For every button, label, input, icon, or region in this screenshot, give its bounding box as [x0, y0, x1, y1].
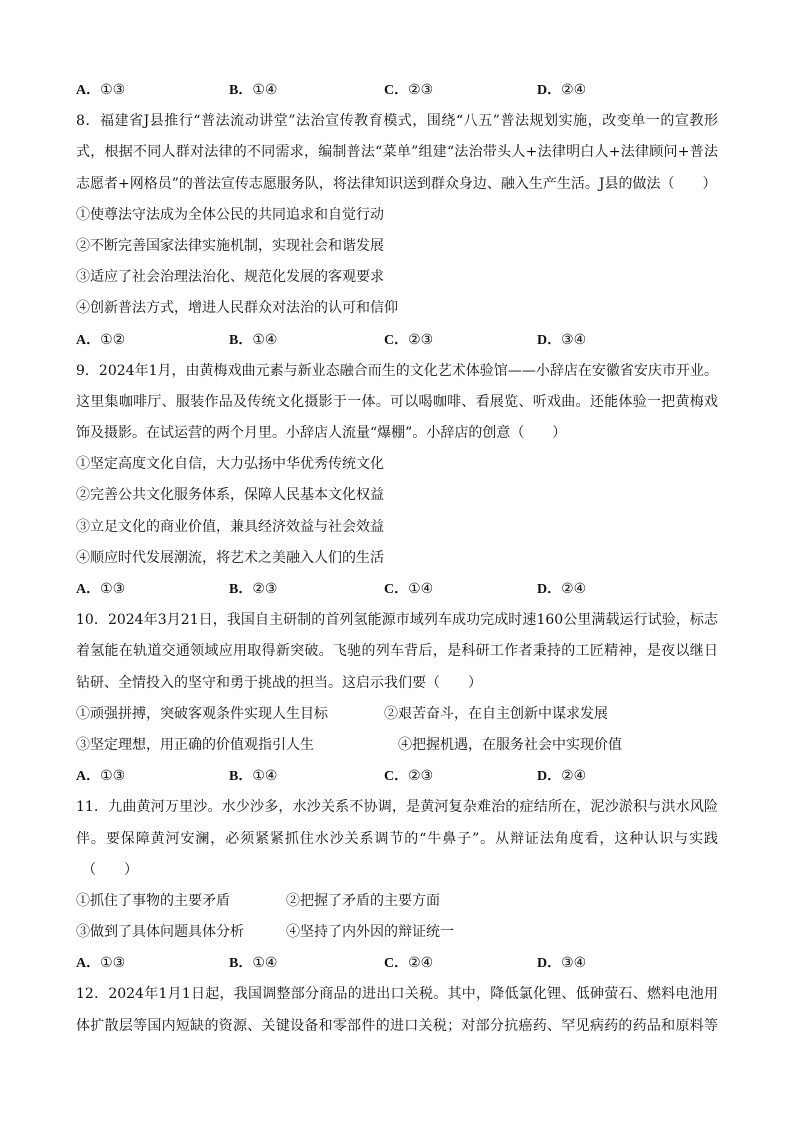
q10-statement: ④把握机遇，在服务社会中实现价值	[398, 736, 622, 753]
q9-statement: ②完善公共文化服务体系，保障人民基本文化权益	[76, 487, 384, 504]
q10-statement-row	[76, 699, 718, 730]
option-value: ①④	[252, 955, 278, 972]
option-label: D．	[537, 332, 562, 348]
q8-option-d	[537, 325, 586, 356]
q11-options	[76, 948, 718, 979]
option-value: ①③	[100, 82, 126, 98]
option-label: A．	[76, 956, 101, 972]
option-label: A．	[76, 769, 101, 785]
q10-statement: ②艰苦奋斗，在自主创新中谋求发展	[384, 705, 608, 722]
q11-option-c	[384, 948, 537, 979]
q9-stem-line: 饰及摄影。在试运营的两个月里。小辞店人流量“爆棚”。小辞店的创意（ ）	[76, 425, 567, 442]
q11-stem-line: 11．九曲黄河万里沙。水少沙多，水沙关系不协调，是黄河复杂难治的症结所在，泥沙淤积与洪水风险	[76, 799, 718, 816]
q8-option-c	[384, 325, 537, 356]
option-value: ②④	[561, 82, 587, 98]
q11-statement: ②把握了矛盾的主要方面	[286, 892, 440, 909]
option-label: C．	[384, 956, 409, 972]
q7-option-c	[384, 75, 537, 106]
option-value: ②③	[408, 768, 434, 785]
q9-options	[76, 574, 718, 605]
option-label: D．	[537, 83, 562, 98]
option-value: ①③	[100, 581, 126, 597]
q11-option-b	[229, 948, 384, 979]
option-label: B．	[229, 332, 253, 348]
option-label: D．	[537, 582, 562, 597]
page-content	[76, 75, 718, 1042]
q10-option-b	[229, 761, 384, 792]
q10-option-a	[76, 761, 229, 792]
q12-stem-line: 12．2024年1月1日起，我国调整部分商品的进出口关税。其中，降低氯化锂、低砷萤石、燃料电池用	[76, 986, 718, 1003]
q9-statement: ④顺应时代发展潮流，将艺术之美融入人们的生活	[76, 549, 384, 566]
option-value: ①③	[100, 955, 126, 972]
option-value: ③④	[561, 331, 587, 348]
q10-stem-line: 着氢能在轨道交通领域应用取得新突破。飞驰的列车背后，是科研工作者秉持的工匠精神，是夜以继日	[76, 643, 718, 660]
q10-statement: ③坚定理想，用正确的价值观指引人生	[76, 736, 314, 753]
q9-option-c	[384, 574, 537, 605]
q8-option-b	[229, 325, 384, 356]
option-label: C．	[384, 769, 409, 785]
option-label: B．	[229, 83, 253, 98]
option-value: ③④	[561, 955, 587, 972]
option-value: ①④	[252, 768, 278, 785]
option-label: A．	[76, 582, 101, 597]
option-value: ①④	[252, 331, 278, 348]
option-value: ①②	[100, 331, 126, 348]
q11-statement: ①抓住了事物的主要矛盾	[76, 892, 230, 909]
option-label: D．	[537, 956, 562, 972]
q8-statement: ①使尊法守法成为全体公民的共同追求和自觉行动	[76, 206, 384, 223]
q9-stem-line: 这里集咖啡厅、服装作品及传统文化摄影于一体。可以喝咖啡、看展览、听戏曲。还能体验一把黄梅戏	[76, 393, 718, 410]
q7-option-d	[537, 75, 586, 106]
q11-stem-line: （ ）	[82, 861, 138, 878]
option-value: ①③	[100, 768, 126, 785]
q7-option-a	[76, 75, 229, 106]
q11-option-d	[537, 948, 586, 979]
q10-stem-line: 钻研、全情投入的坚守和勇于挑战的担当。这启示我们要（ ）	[76, 674, 482, 691]
option-value: ②④	[561, 768, 587, 785]
option-value: ②③	[408, 82, 434, 98]
option-label: B．	[229, 769, 253, 785]
q11-statement: ④坚持了内外因的辩证统一	[286, 924, 454, 941]
q8-options	[76, 325, 718, 356]
q10-statement: ①顽强拼搏，突破客观条件实现人生目标	[76, 705, 328, 722]
q9-option-b	[229, 574, 384, 605]
q10-option-c	[384, 761, 537, 792]
q8-statement: ④创新普法方式，增进人民群众对法治的认可和信仰	[76, 300, 398, 317]
q7-option-b	[229, 75, 384, 106]
option-value: ②③	[252, 581, 278, 597]
q8-statement: ②不断完善国家法律实施机制，实现社会和谐发展	[76, 237, 384, 254]
option-label: B．	[229, 956, 253, 972]
q11-option-a	[76, 948, 229, 979]
option-label: C．	[384, 582, 409, 597]
q8-statement: ③适应了社会治理法治化、规范化发展的客观要求	[76, 269, 384, 286]
option-value: ②④	[408, 955, 434, 972]
option-label: B．	[229, 582, 253, 597]
q9-statement: ③立足文化的商业价值，兼具经济效益与社会效益	[76, 518, 384, 535]
option-value: ①④	[408, 581, 434, 597]
q11-stem-line: 伴。要保障黄河安澜，必须紧紧抓住水沙关系调节的“牛鼻子”。从辩证法角度看，这种认识与实践	[76, 830, 718, 847]
q8-stem-line: 志愿者+网格员”的普法宣传志愿服务队，将法律知识送到群众身边、融入生产生活。J县的做法（ ）	[76, 175, 717, 192]
option-value: ②③	[408, 331, 434, 348]
q12-stem-line: 体扩散层等国内短缺的资源、关键设备和零部件的进口关税；对部分抗癌药、罕见病药的药品和原料等	[76, 1017, 718, 1034]
option-label: A．	[76, 332, 101, 348]
q11-statement-row	[76, 886, 718, 917]
q11-statement: ③做到了具体问题具体分析	[76, 924, 244, 941]
q11-statement-row	[76, 917, 718, 948]
option-label: A．	[76, 83, 101, 98]
q10-stem-line: 10．2024年3月21日，我国自主研制的首列氢能源市域列车成功完成时速160公里满载运行试验，标志	[76, 612, 718, 629]
option-value: ②④	[561, 581, 587, 597]
option-value: ①④	[252, 82, 278, 98]
q9-statement: ①坚定高度文化自信，大力弘扬中华优秀传统文化	[76, 456, 384, 473]
option-label: D．	[537, 769, 562, 785]
q8-stem-line: 式，根据不同人群对法律的不同需求，编制普法“菜单”组建“法治带头人+法律明白人+法律顾问+普法	[76, 144, 718, 161]
q10-option-d	[537, 761, 586, 792]
q7-options	[76, 75, 718, 106]
q10-statement-row	[76, 730, 718, 761]
option-label: C．	[384, 83, 409, 98]
option-label: C．	[384, 332, 409, 348]
q10-options	[76, 761, 718, 792]
q9-option-d	[537, 574, 586, 605]
q9-option-a	[76, 574, 229, 605]
q9-stem-line: 9．2024年1月，由黄梅戏曲元素与新业态融合而生的文化艺术体验馆——小辞店在安徽省安庆市开业。	[76, 362, 718, 379]
q8-option-a	[76, 325, 229, 356]
q8-stem-line: 8．福建省J县推行“普法流动讲堂”法治宣传教育模式，围绕“八五”普法规划实施，改变单一的宣教形	[76, 113, 718, 130]
